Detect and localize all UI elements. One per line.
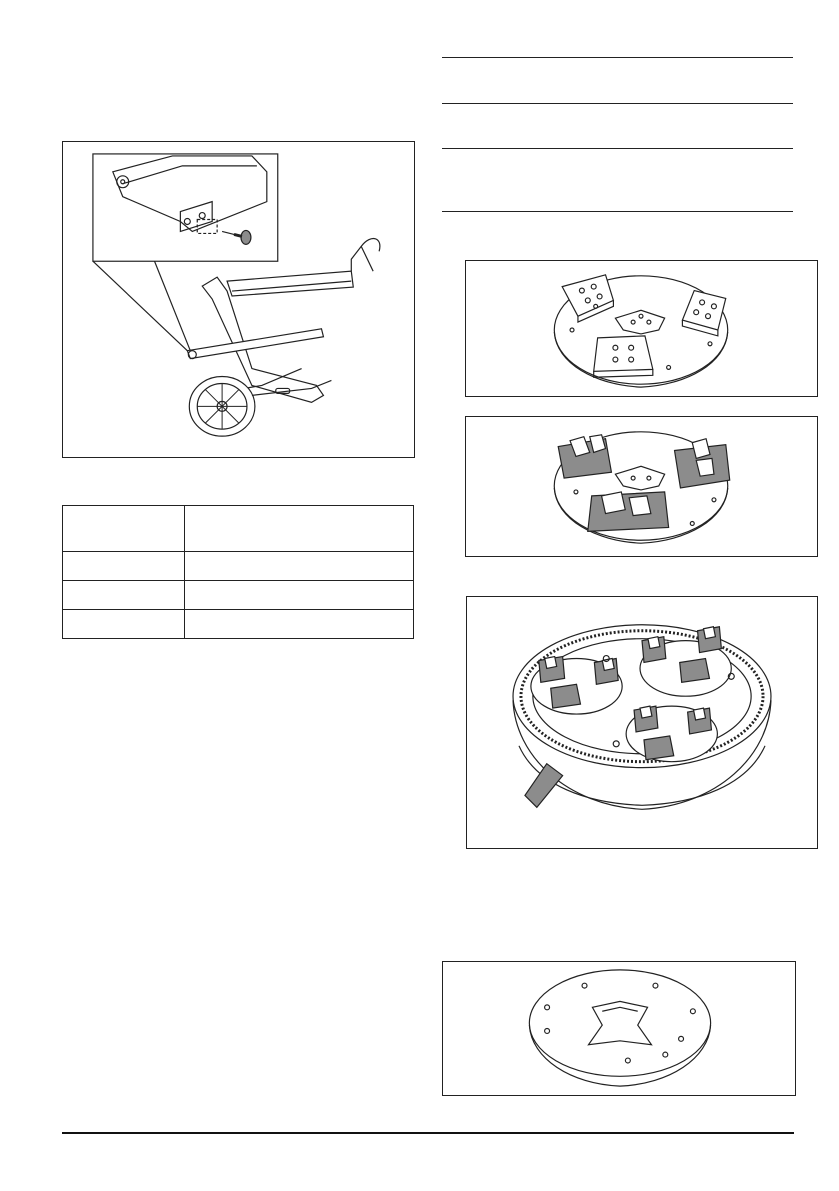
table-row (63, 552, 414, 581)
grinding-disc-illustration (466, 261, 817, 396)
table-header-row (63, 506, 414, 552)
table-cell (63, 506, 185, 552)
table-cell (185, 506, 414, 552)
figure-tool-plate (442, 961, 796, 1096)
spec-table (62, 505, 414, 639)
right-rule-1 (442, 57, 793, 58)
planetary-head-illustration (467, 597, 817, 848)
table-row (63, 581, 414, 610)
table-cell (63, 552, 185, 581)
right-rule-2 (442, 103, 793, 104)
figure-transport-handle (62, 141, 415, 458)
figure-grinding-disc-pcd (465, 416, 818, 557)
table-cell (185, 610, 414, 639)
table-cell (185, 552, 414, 581)
right-rule-3 (442, 148, 793, 149)
right-rule-4 (442, 211, 793, 212)
figure-grinding-disc (465, 260, 818, 397)
table-cell (185, 581, 414, 610)
table-row (63, 610, 414, 639)
tool-plate-illustration (443, 962, 795, 1095)
trolley-handle-illustration (63, 142, 414, 457)
figure-planetary-head (466, 596, 818, 849)
footer-rule (62, 1132, 794, 1134)
table-cell (63, 610, 185, 639)
table-cell (63, 581, 185, 610)
grinding-disc-pcd-illustration (466, 417, 817, 556)
